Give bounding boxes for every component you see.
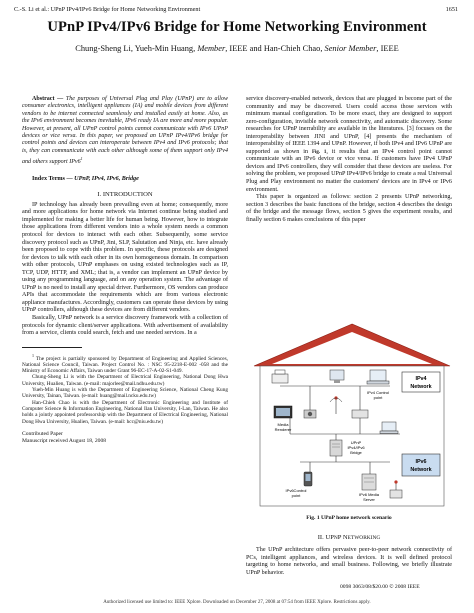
intro-paragraph-2: Basically, UPnP network is a service discovery framework with a collection of protocols for dynamic client/server applications. With advertisement of availability from a service, clients could search, fetch and use needed services. In a <box>22 314 228 337</box>
upnp-bridge-label-3: Bridge <box>350 450 362 455</box>
abstract <box>22 96 228 167</box>
right-column <box>246 96 452 224</box>
footnote-separator <box>22 347 82 348</box>
manuscript-received: Manuscript received August 18, 2008 <box>22 437 107 444</box>
upnp-bridge-icon <box>330 440 342 456</box>
ipv6-control-point-label-2: point <box>291 493 301 498</box>
intro-paragraph-1: IP technology has already been prevailing even at home; consequently, more and more applications for home network via Internet continue being studied and implemented for making a better life for human being. However, how to integrate those applications from different vendors into a whole system needs a common protocol for devices to interact with each other. Subsequently, some service discovery protocol such as UPnP, Jini, SLP, Salutation and Ninja, etc. have already been proposed to cope with this problem. In specific, these protocols are designed for devices to talk with each other in its own homogeneous domain. In comparison with other protocols, UPnP emphases on using existed technologies such as IP, TCP, UDP, HTTP, and XML; that is, a vendor can implement an UPnP device by using any programming language, and on any operation system. The advantage of UPnP is no need to install any special driver. Furthermore, OS vendors can produce APIs that accommodate the requirements which are from various electronic appliance manufactures. Accordingly, customers can operate these devices by using UPnP controllers, although these devices are from different vendors. <box>22 201 228 314</box>
upnp-bridge-label-2: IPv4/IPv6 <box>347 445 365 450</box>
ipv6-network-label-2: Network <box>410 467 432 473</box>
right-paragraph-1: service discovery-enabled network, devices that are plugged in become part of the community and may be discovered. Users could access those services with minimum manual configuration. To be more exact, they are designed to support zero-configuration, invisible network connectivity, and automatic discovery. Some researches for UPnP inerrability are available in the literatures. [3] focuses on the interoperability between JINI and UPnP, [4] presents the mechanism of interoperability of IEEE 1394 and UPnP. However, if both IPv4 and IPv6 UPnP are supported as shown in Fig. 1, it results that an IPv4 control point cannot communicate with an IPv6 device or vice versa. If customers have IPv4 UPnP devices and IPv6 controllers, they will consider that these devices are useless. For solving the problem, we proposed UPnP IPv4/IPv6 bridge to create a real Universal Plug and Play environment no matter the customers' devices are in IPv4 or IPv6 environment. <box>246 96 452 193</box>
upnp-networking-paragraph: The UPnP architecture offers pervasive peer-to-peer network connectivity of PCs, intelligent appliances, and wireless devices. It is well defined protocol targeting to home networks, and small business. Following, we briefly illustrate UPnP behavior. <box>246 547 452 576</box>
author-role-2: Senior Member <box>324 44 377 53</box>
running-header: C.-S. Li et al.: UPnP IPv4/IPv6 Bridge for Home Networking Environment <box>14 6 201 13</box>
ieee-xplore-footer: Authorized licensed use limited to: IEEE Xplore. Downloaded on December 27, 2008 at 07:54 from IEEE Xplore. Restrictions apply. <box>103 600 371 605</box>
media-renderer-icon <box>274 406 292 418</box>
index-terms <box>22 176 228 184</box>
ipv6-network-label-1: IPv6 <box>415 459 427 465</box>
ipv6-media-server-label-1: IPv6 Media <box>358 492 380 497</box>
author-line <box>0 44 474 53</box>
abstract-lead: Abstract — <box>32 96 66 102</box>
footnote-mark: 1 <box>32 352 34 358</box>
ipv4-control-point-label-1: IPv4 Control <box>366 390 390 395</box>
left-column <box>22 96 228 444</box>
author-role-1: Member <box>197 44 226 53</box>
figure-reference: Fig. 1 <box>311 149 327 155</box>
ipv6-control-point-label-1: IPv6Control <box>285 488 307 493</box>
section-heading-upnp-networking: II. UPNP NETWORKING <box>317 534 381 541</box>
figure-caption: Fig. 1 UPnP home network scenario <box>306 515 392 521</box>
footnote-1: $^1$ The project is partially sponsored by Department of Engineering and Applied Sciences, National Science Council, Taiwan. Project Control No. : NSC 95-2218-E-002 -058 and the Ministry of Economic Affairs, Taiwan under Grant 96-EC-17-A-02-S1-049. <box>22 352 228 375</box>
ipv6-control-point-icon <box>304 472 312 486</box>
ipv4-control-point-label-2: point <box>373 395 383 400</box>
ipv4-network-label-1: IPv4 <box>415 376 427 382</box>
author-names-3: , IEEE <box>376 44 399 53</box>
index-terms-text: UPnP, IPv4, IPv6, Bridge <box>74 175 139 182</box>
laptop-icon <box>380 422 398 434</box>
right-paragraph-2: This paper is organized as follows: section 2 presents UPnP networking, section 3 describes the basic functions of the bridge, section 4 describes the design of the bridge and the message flows, section 5 gives the experiment results, and finally section 6 makes conclusions of this paper <box>246 194 452 223</box>
manuscript-id: 0098 3063/08/$20.00 © 2008 IEEE <box>340 584 420 590</box>
ipv6-media-server-label-2: Server <box>363 497 375 502</box>
footnote-2: Chung-Sheng Li is with the Department of Electrical Engineering, National Dong Hwa University, Hualien, Taiwan. (e-mail: majorlee@mail.ndhu.edu.tw) <box>22 374 228 387</box>
ipv4-control-point-icon <box>367 370 389 384</box>
figure-1 <box>250 322 454 512</box>
page-number: 1651 <box>445 6 458 13</box>
abstract-text: The purposes of Universal Plug and Play (UPnP) are to allow consumer electronics, intelligent appliances (IA) and mobile devices from different vendors to be internet connected seamlessly and installed easily at home. Also, as the IPv6 environment becomes inevitable, IPv6 ready IA are more and more popular. However, at present, all UPnP control points cannot communicate with IPv6 UPnP devices or vice versa. In this paper, we proposed an UPnP IPv4/IPv6 bridge for control points and devices can interoperate between IPv4 and IPv6 protocols; that is, they can communicate with each other although some of them support only IPv4 and others support IPv6 <box>22 96 228 166</box>
paper-title: UPnP IPv4/IPv6 Bridge for Home Networking Environment <box>47 19 427 35</box>
ipv4-network-label-2: Network <box>410 384 432 390</box>
section-heading-introduction: I. INTRODUCTION <box>97 191 153 199</box>
ipv6-media-server-icon <box>362 474 376 490</box>
contributed-label: Contributed Paper <box>22 431 63 438</box>
media-renderer-label-1: Media <box>277 422 289 427</box>
contributed-paper <box>22 431 228 444</box>
home-network-diagram <box>250 322 454 512</box>
media-renderer-label-2: Renderer <box>274 427 292 432</box>
upnp-bridge-label-1: UPnP <box>350 440 362 445</box>
author-names-2: , IEEE and Han-Chieh Chao, <box>225 44 325 53</box>
router-icon <box>352 410 368 418</box>
index-terms-lead: Index Terms — <box>32 175 75 182</box>
author-names-1: Chung-Sheng Li, Yueh-Min Huang, <box>75 44 198 53</box>
camera-icon <box>304 410 316 418</box>
abstract-footnote-mark: 1 <box>80 156 83 162</box>
footnote-3: Yueh-Min Huang is with the Department of Engineering Science, National Cheng Kung University, Tainan, Taiwan. (e-mail: huang@mail.ncku.edu.tw) <box>22 387 228 400</box>
footnote-4: Han-Chieh Chao is with the Department of Electronic Engineering and Institute of Computer Science & Information Engineering, National Ilan University, I-Lan, Taiwan. He also holds a jointly appointed professorship with the Department of Electrical Engineering, National Dong Hwa University, Hualien, Taiwan. (e-mail: hcc@niu.edu.tw) <box>22 399 228 425</box>
